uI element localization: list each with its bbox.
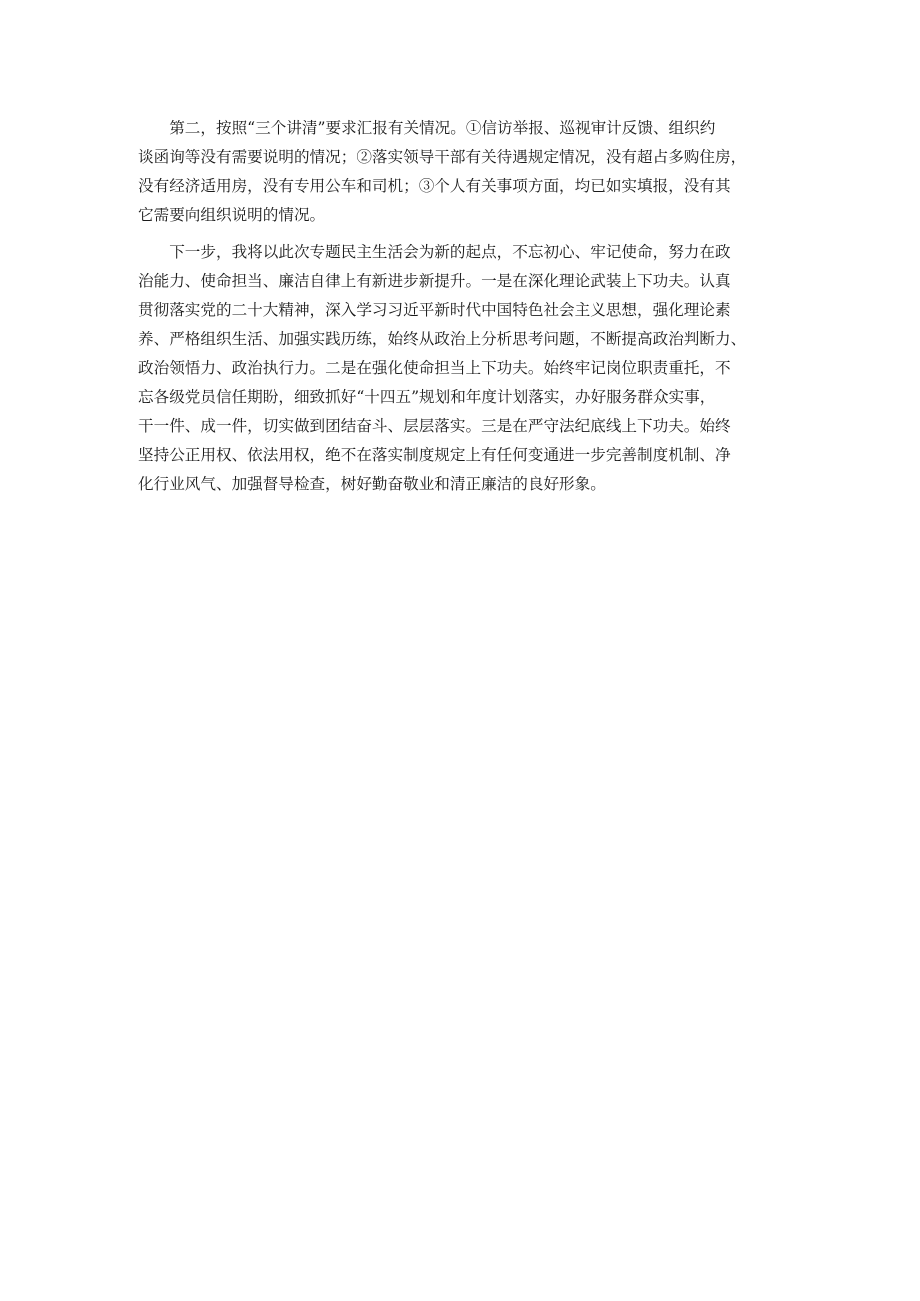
paragraph-report-situation [138,114,788,230]
text-line: 干一件、成一件，切实做到团结奋斗、层层落实。三是在严守法纪底线上下功夫。始终 [138,417,731,435]
text-line: 忘各级党员信任期盼，细致抓好“十四五”规划和年度计划落实，办好服务群众实事， [138,388,716,406]
document-body [138,114,788,507]
paragraph-next-steps [138,238,788,499]
text-line: 治能力、使命担当、廉洁自律上有新进步新提升。一是在深化理论武装上下功夫。认真 [138,272,731,290]
text-line: 政治领悟力、政治执行力。二是在强化使命担当上下功夫。始终牢记岗位职责重托，不 [138,359,731,377]
text-line: 谈函询等没有需要说明的情况；②落实领导干部有关待遇规定情况，没有超占多购住房， [138,148,747,166]
text-line: 没有经济适用房，没有专用公车和司机；③个人有关事项方面，均已如实填报，没有其 [138,177,731,195]
text-line: 第二，按照“三个讲清”要求汇报有关情况。①信访举报、巡视审计反馈、组织约 [169,119,716,137]
text-line: 贯彻落实党的二十大精神，深入学习习近平新时代中国特色社会主义思想，强化理论素 [138,301,731,319]
text-line: 化行业风气、加强督导检查，树好勤奋敬业和清正廉洁的良好形象。 [138,475,606,493]
text-line: 坚持公正用权、依法用权，绝不在落实制度规定上有任何变通进一步完善制度机制、净 [138,446,731,464]
text-line: 下一步，我将以此次专题民主生活会为新的起点，不忘初心、牢记使命，努力在政 [169,243,731,261]
text-line: 养、严格组织生活、加强实践历练，始终从政治上分析思考问题，不断提高政治判断力、 [138,330,747,348]
text-line: 它需要向组织说明的情况。 [138,206,326,224]
